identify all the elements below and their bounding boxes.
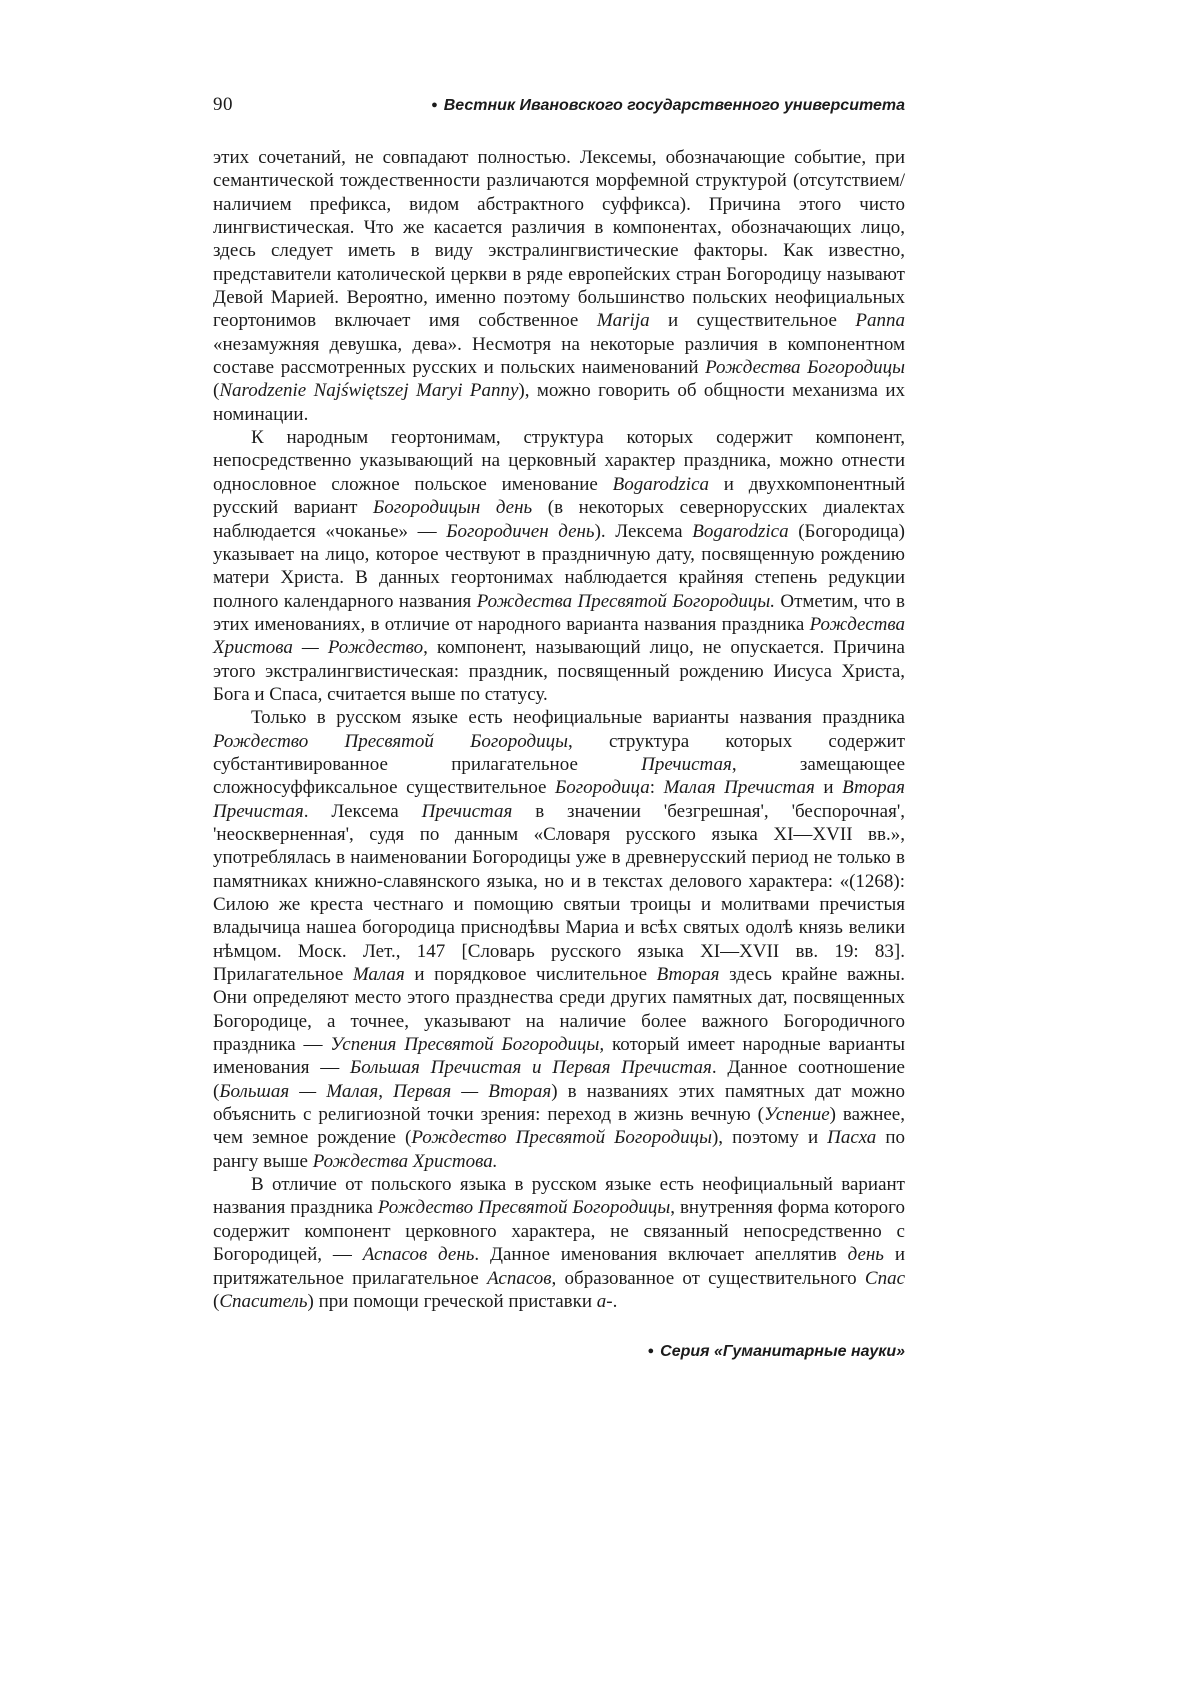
bullet-icon: ● xyxy=(431,99,438,111)
journal-title-text: Вестник Ивановского государственного университета xyxy=(443,97,905,114)
paragraph: этих сочетаний, не совпадают полностью. Лексемы, обозначающие событие, при семантической тождественности различаются морфемной структурой (отсутствием/наличием префикса, видом абстрактного суффикса). Причина этого чисто лингвистическая. Что же касается различия в компонентах, обозначающих лицо, здесь следует иметь в виду экстралингвистические факторы. Как известно, представители католической церкви в ряде европейских стран Богородицу называют Девой Марией. Вероятно, именно поэтому большинство польских неофициальных геортонимов включает имя собственное Marija и существительное Panna «незамужняя девушка, дева». Несмотря на некоторые различия в компонентном составе рассмотренных русских и польских наименований Рождества Богородицы (Narodzenie Najświętszej Maryi Panny), можно говорить об общности механизма их номинации. xyxy=(213,147,906,425)
paragraph: В отличие от польского языка в русском языке есть неофициальный вариант названия праздника Рождество Пресвятой Богородицы, внутренняя форма которого содержит компонент церковного характера, не связанный непосредственно с Богородицей, — Аспасов день. Данное именования включает апеллятив день и притяжательное прилагательное Аспасов, образованное от существительного Спас (Спаситель) при помощи греческой приставки а-. xyxy=(213,1174,905,1312)
page-content xyxy=(213,94,905,1361)
page-number: 90 xyxy=(213,94,233,115)
paragraph: Только в русском языке есть неофициальные варианты названия праздника Рождество Пресвятой Богородицы, структура которых содержит субстантивированное прилагательное Пречистая, замещающее сложносуффиксальное существительное Богородица: Малая Пречистая и Вторая Пречистая. Лексема Пречистая в значении 'безгрешная', 'беспорочная', 'неоскверненная', судя по данным «Словаря русского языка XI—XVII вв.», употреблялась в наименовании Богородицы уже в древнерусский период не только в памятниках книжно-славянского языка, но и в текстах делового характера: «(1268): Силою же креста честнаго и помощию святыи троицы и молитвами пречистыя владычица нашеа богородица приснодѣвы Мариа и всѣх святых одолѣ князь велики нѣмцом. Моск. Лет., 147 [Словарь русского языка XI—XVII вв. 19: 83]. Прилагательное Малая и порядковое числительное Вторая здесь крайне важны. Они определяют место этого празднества среди других памятных дат, посвященных Богородице, а точнее, указывают на наличие более важного Богородичного праздника — Успения Пресвятой Богородицы, который имеет народные варианты именования — Большая Пречистая и Первая Пречистая. Данное соотношение (Большая — Малая, Первая — Вторая) в названиях этих памятных дат можно объяснить с религиозной точки зрения: переход в жизнь вечную (Успение) важнее, чем земное рождение (Рождество Пресвятой Богородицы), поэтому и Пасха по рангу выше Рождества Христова. xyxy=(213,707,906,1172)
page-footer xyxy=(213,1343,905,1361)
series-running-title xyxy=(647,1343,905,1360)
paragraph: К народным геортонимам, структура которых содержит компонент, непосредственно указывающий на церковный характер праздника, можно отнести однословное сложное польское именование Bogarodzica и двухкомпонентный русский вариант Богородицын день (в некоторых севернорусских диалектах наблюдается «чоканье» — Богородичен день). Лексема Bogarodzica (Богородица) указывает на лицо, которое чествуют в праздничную дату, посвященную рождению матери Христа. В данных геортонимах наблюдается крайняя степень редукции полного календарного названия Рождества Пресвятой Богородицы. Отметим, что в этих именованиях, в отличие от народного варианта названия праздника Рождества Христова — Рождество, компонент, называющий лицо, не опускается. Причина этого экстралингвистическая: праздник, посвященный рождению Иисуса Христа, Бога и Спаса, считается выше по статусу. xyxy=(213,427,906,705)
series-title-text: Серия «Гуманитарные науки» xyxy=(660,1343,905,1361)
bullet-icon: ● xyxy=(647,1345,655,1358)
page-header xyxy=(213,94,905,116)
journal-running-title xyxy=(431,97,905,115)
article-body xyxy=(213,146,905,1313)
